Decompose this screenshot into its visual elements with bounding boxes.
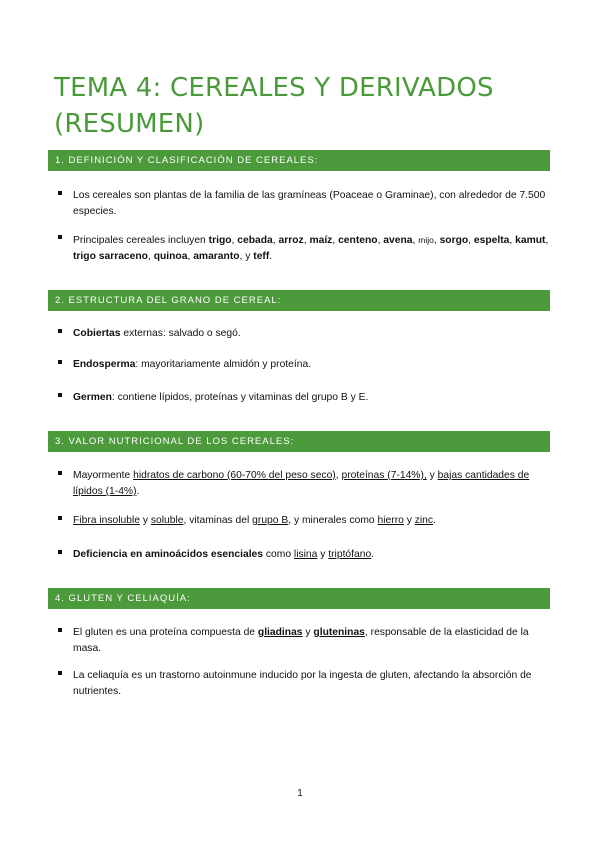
list-item [58, 188, 550, 220]
bullet-icon [58, 516, 62, 520]
bullet-text: Fibra insoluble y soluble, vitaminas del grupo B, y minerales como hierro y zinc. [73, 515, 436, 526]
bullet-text: Principales cereales incluyen trigo, cebada, arroz, maíz, centeno, avena, mijo, sorgo, espelta, kamut, trigo sarraceno, quinoa, amaranto, y teff. [73, 235, 549, 262]
bullet-icon [58, 235, 62, 239]
bullet-text: Deficiencia en aminoácidos esenciales como lisina y triptófano. [73, 549, 375, 560]
list-item [58, 326, 550, 342]
section-heading-1: 1. DEFINICIÓN Y CLASIFICACIÓN DE CEREALES: [48, 150, 550, 171]
bullet-text: El gluten es una proteína compuesta de gliadinas y gluteninas, responsable de la elasticidad de la masa. [73, 627, 529, 654]
list-item [58, 547, 550, 563]
list-item [58, 668, 550, 700]
title-line-2: (RESUMEN) [54, 109, 205, 139]
list-item [58, 232, 550, 265]
bullet-icon [58, 471, 62, 475]
list-item [58, 468, 550, 500]
bullet-icon [58, 393, 62, 397]
section-heading-2: 2. ESTRUCTURA DEL GRANO DE CEREAL: [48, 290, 550, 311]
page-number: 1 [297, 788, 303, 799]
bullet-text: Germen: contiene lípidos, proteínas y vitaminas del grupo B y E. [73, 392, 369, 403]
bullet-text: Endosperma: mayoritariamente almidón y proteína. [73, 359, 312, 370]
bullet-text: Cobiertas externas: salvado o segó. [73, 328, 241, 339]
bullet-icon [58, 550, 62, 554]
bullet-text: Mayormente hidratos de carbono (60-70% del peso seco), proteínas (7-14%), y bajas cantidades de lípidos (1-4%). [73, 470, 530, 497]
bullet-text: Los cereales son plantas de la familia de las gramíneas (Poaceae o Graminae), con alrededor de 7.500 especies. [73, 190, 546, 217]
list-item [58, 357, 550, 373]
list-item [58, 625, 550, 657]
page-title [54, 70, 554, 142]
bullet-icon [58, 360, 62, 364]
bullet-icon [58, 628, 62, 632]
bullet-text: La celiaquía es un trastorno autoinmune inducido por la ingesta de gluten, afectando la absorción de nutrientes. [73, 670, 532, 697]
section-heading-4: 4. GLUTEN Y CELIAQUÍA: [48, 588, 550, 609]
list-item [58, 390, 550, 406]
section-heading-3: 3. VALOR NUTRICIONAL DE LOS CEREALES: [48, 431, 550, 452]
bullet-icon [58, 191, 62, 195]
title-line-1: TEMA 4: CEREALES Y DERIVADOS [54, 73, 494, 103]
bullet-icon [58, 329, 62, 333]
list-item [58, 513, 550, 529]
bullet-icon [58, 671, 62, 675]
